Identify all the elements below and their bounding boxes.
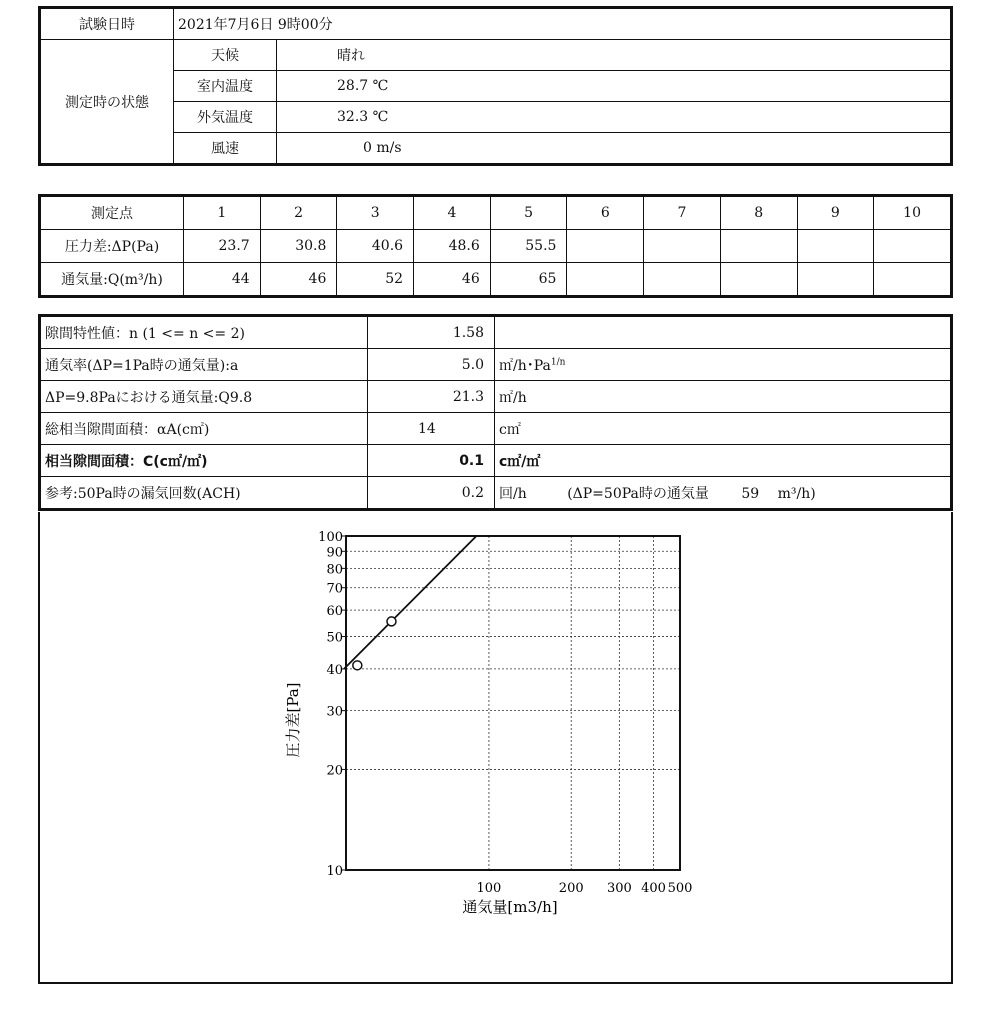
flow-cell: [567, 263, 644, 296]
measurement-table: [40, 196, 951, 296]
pressure-label: 圧力差:ΔP(Pa): [41, 230, 184, 263]
y-tick-label: 50: [326, 630, 343, 646]
data-point: [387, 617, 396, 626]
flow-cell: 46: [260, 263, 337, 296]
results-table: [40, 316, 951, 509]
flow-cell: 65: [490, 263, 567, 296]
conditions-table: [40, 8, 951, 164]
point-cell: 6: [567, 197, 644, 230]
outdoor-temp-label: 外気温度: [174, 102, 277, 133]
pressure-cell: [720, 230, 797, 263]
wind-speed-value: 0 m/s: [277, 133, 951, 164]
total-gap-area-value: 14: [368, 413, 495, 445]
point-cell: 3: [337, 197, 414, 230]
flow-cell: [797, 263, 874, 296]
point-cell: 7: [644, 197, 721, 230]
flow-cell: 52: [337, 263, 414, 296]
y-tick-label: 80: [326, 562, 343, 578]
flow-cell: [720, 263, 797, 296]
flow-label: 通気量:Q(m³/h): [41, 263, 184, 296]
x-tick-label: 100: [476, 881, 502, 896]
x-axis-label: 通気量[m3/h]: [462, 898, 558, 916]
total-gap-area-label: 総相当隙間面積：αA(c㎡): [41, 413, 368, 445]
point-cell: 5: [490, 197, 567, 230]
point-row: [41, 197, 951, 230]
indoor-temp-label: 室内温度: [174, 71, 277, 102]
flow-row: [41, 263, 951, 296]
x-tick-label: 400: [641, 881, 666, 896]
pressure-cell: 55.5: [490, 230, 567, 263]
pressure-cell: 30.8: [260, 230, 337, 263]
a-unit: ㎡/h･Pa: [499, 357, 551, 374]
chart-panel: [38, 512, 953, 984]
plot-frame: [346, 536, 680, 870]
measurement-state-label: 測定時の状態: [41, 40, 174, 164]
point-cell: 2: [260, 197, 337, 230]
point-cell: 10: [874, 197, 951, 230]
ach-note-value: 59: [741, 485, 760, 502]
point-cell: 4: [414, 197, 491, 230]
c-value-label: 相当隙間面積：C(c㎡/㎡): [41, 445, 368, 477]
ach-note-unit: m³/h): [777, 485, 816, 502]
y-tick-label: 30: [326, 704, 343, 720]
ach-unit: 回/h: [499, 485, 527, 502]
pressure-cell: [567, 230, 644, 263]
flow-cell: [874, 263, 951, 296]
data-point: [353, 661, 362, 670]
ach-value: 0.2: [368, 477, 495, 509]
pressure-flow-chart: [40, 512, 951, 982]
ach-note: (ΔP=50Pa時の通気量: [567, 485, 709, 502]
pressure-cell: [874, 230, 951, 263]
test-datetime-label: 試験日時: [41, 9, 174, 40]
pressure-cell: [797, 230, 874, 263]
flow-cell: [644, 263, 721, 296]
point-cell: 9: [797, 197, 874, 230]
flow-cell: 46: [414, 263, 491, 296]
fit-line: [344, 536, 476, 669]
x-tick-label: 300: [606, 881, 632, 896]
a-unit-exponent: 1/n: [550, 356, 566, 367]
y-tick-label: 20: [326, 763, 343, 779]
y-tick-label: 10: [326, 864, 343, 879]
y-tick-label: 70: [326, 581, 343, 597]
n-value: 1.58: [368, 317, 495, 349]
flow-cell: 44: [184, 263, 261, 296]
weather-value: 晴れ: [277, 40, 951, 71]
ach-label: 参考:50Pa時の漏気回数(ACH): [41, 477, 368, 509]
x-tick-label: 200: [558, 881, 584, 896]
y-tick-label: 100: [318, 530, 343, 545]
y-tick-label: 90: [326, 545, 343, 561]
pressure-cell: 40.6: [337, 230, 414, 263]
total-gap-area-unit: c㎡: [495, 413, 951, 445]
pressure-cell: 23.7: [184, 230, 261, 263]
x-tick-label: 500: [667, 881, 693, 896]
y-tick-label: 60: [326, 604, 343, 620]
pressure-cell: 48.6: [414, 230, 491, 263]
a-label: 通気率(ΔP=1Pa時の通気量):a: [41, 349, 368, 381]
indoor-temp-value: 28.7 ℃: [277, 71, 951, 102]
weather-label: 天候: [174, 40, 277, 71]
point-label: 測定点: [41, 197, 184, 230]
q98-label: ΔP=9.8Paにおける通気量:Q9.8: [41, 381, 368, 413]
pressure-cell: [644, 230, 721, 263]
y-tick-label: 40: [326, 662, 343, 678]
wind-speed-label: 風速: [174, 133, 277, 164]
c-value-unit: c㎡/㎡: [495, 445, 951, 477]
point-cell: 8: [720, 197, 797, 230]
q98-unit: ㎡/h: [495, 381, 951, 413]
q98-value: 21.3: [368, 381, 495, 413]
point-cell: 1: [184, 197, 261, 230]
a-value: 5.0: [368, 349, 495, 381]
y-axis-label: 圧力差[Pa]: [284, 682, 302, 758]
outdoor-temp-value: 32.3 ℃: [277, 102, 951, 133]
c-value: 0.1: [368, 445, 495, 477]
n-label: 隙間特性値：n (1 <= n <= 2): [41, 317, 368, 349]
pressure-row: [41, 230, 951, 263]
test-datetime-value: 2021年7月6日 9時00分: [174, 9, 951, 40]
